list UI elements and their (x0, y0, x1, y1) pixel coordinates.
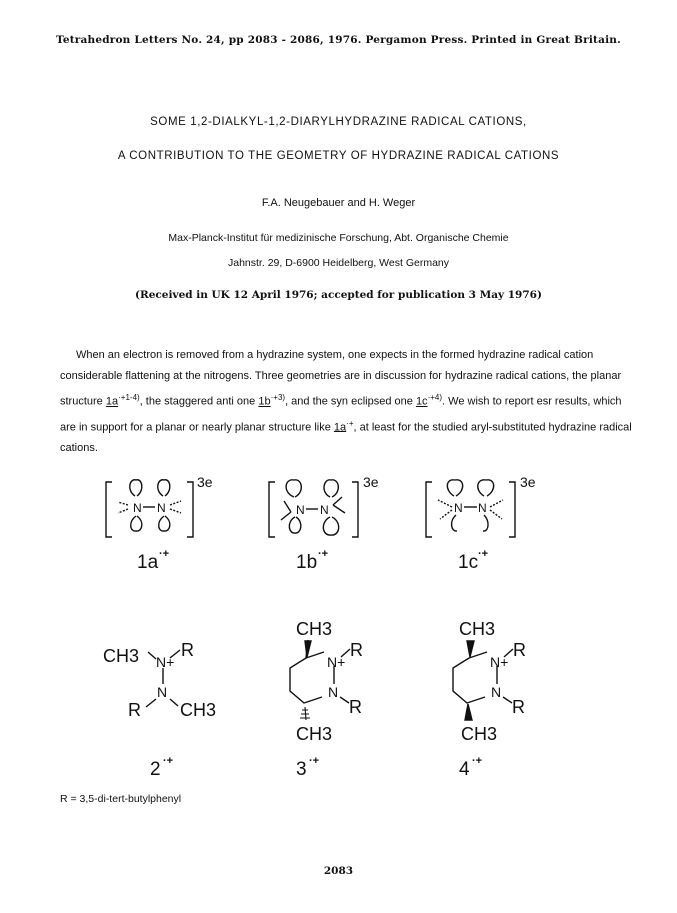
radical-cation-sign: ·+ (163, 755, 174, 767)
compound-ref-1c: 1c (415, 395, 428, 408)
radical-cation-sup: ·+ (118, 393, 126, 402)
compound-label-1a: 1a (137, 552, 159, 573)
p-orbital-lobe (483, 515, 488, 531)
structure-4 (453, 641, 513, 720)
received-dates: (Received in UK 12 April 1976; accepted for publication 3 May 1976) (135, 289, 542, 301)
radical-cation-sign: ·+ (309, 755, 320, 767)
p-orbital-lobe (131, 516, 142, 531)
atom-label-n-plus: N+ (490, 654, 509, 670)
substituent-ch3: CH3 (103, 646, 140, 666)
radical-cation-sup: ·+ (427, 393, 435, 402)
radical-cation-sign: ·+ (478, 548, 489, 560)
compound-label-1c: 1c (458, 552, 479, 573)
compound-label-4: 4 (459, 759, 470, 780)
p-orbital-lobe (447, 480, 462, 496)
bond (148, 652, 156, 659)
substituent-definition: R = 3,5-di-tert-butylphenyl (60, 793, 182, 805)
radical-cation-sign: ·+ (318, 548, 329, 560)
p-orbital-lobe (324, 480, 338, 497)
bracket-left (426, 482, 432, 537)
text-run: , and the syn eclipsed one (285, 395, 416, 408)
text-run: When an electron is removed from a hydrazine system, one expects in the formed hydrazine radical cation considerable flattening at the nitrogens. Three geometries are in discussion for hydrazine radical cations, the planar structure (60, 349, 622, 408)
bond (170, 699, 178, 706)
citation: 3) (277, 393, 286, 402)
structure-1c (426, 480, 515, 537)
substituent-ch3: CH3 (296, 619, 333, 639)
atom-label: N (478, 501, 487, 515)
hashed-wedge (300, 707, 310, 720)
compound-ref-1a: 1a (333, 421, 347, 434)
substituent-r: R (128, 700, 141, 720)
atom-label: N (454, 501, 463, 515)
compound-ref-1a: 1a (105, 395, 119, 408)
radical-cation-sign: ·+ (472, 755, 483, 767)
bracket-left (106, 482, 112, 537)
article-title-line-2: A CONTRIBUTION TO THE GEOMETRY OF HYDRAZINE RADICAL CATIONS (117, 150, 560, 162)
text-run: , at least for the studied aryl-substituted hydrazine radical cations. (60, 421, 632, 455)
atom-label-n-plus: N+ (156, 654, 175, 670)
authors: F.A. Neugebauer and H. Weger (261, 197, 416, 209)
atom-label: N (320, 503, 329, 517)
p-orbital-lobe (286, 480, 301, 497)
atom-label: N (133, 501, 142, 515)
substituent-r: R (513, 640, 526, 660)
substituent-r: R (512, 697, 525, 717)
page-number: 2083 (323, 865, 354, 877)
radical-cation-sign: ·+ (159, 548, 170, 560)
electron-count: 3e (520, 474, 536, 490)
substituent-r: R (349, 697, 362, 717)
compound-label-2: 2 (150, 759, 161, 780)
solid-wedge (465, 704, 472, 720)
bracket-right (352, 482, 358, 537)
p-orbital-lobe (158, 480, 170, 496)
structure-3 (290, 640, 350, 720)
p-orbital-lobe (130, 480, 142, 496)
electron-count: 3e (197, 474, 213, 490)
structure-1a (106, 480, 193, 537)
journal-header: Tetrahedron Letters No. 24, pp 2083 - 2086, 1976. Pergamon Press. Printed in Great Britain. (56, 34, 621, 46)
solid-wedge (467, 641, 474, 657)
text-run: , the staggered anti one (139, 395, 259, 408)
bond (146, 699, 156, 707)
affiliation-line-1: Max-Planck-Institut für medizinische Forschung, Abt. Organische Chemie (168, 232, 509, 244)
structure-1b (269, 480, 358, 537)
text-run: . We wish to report esr results, which are in support for a planar or nearly planar structure like (60, 395, 622, 434)
citation: 1-4) (125, 393, 140, 402)
compound-ref-1b: 1b (258, 395, 271, 408)
p-orbital-lobe (452, 515, 457, 531)
atom-label: N (328, 684, 339, 700)
substituent-ch3: CH3 (461, 724, 498, 744)
electron-count: 3e (363, 474, 379, 490)
bracket-left (269, 482, 275, 537)
affiliation-line-2: Jahnstr. 29, D-6900 Heidelberg, West Germany (228, 257, 449, 269)
bracket-right (509, 482, 515, 537)
substituent-ch3: CH3 (180, 700, 217, 720)
atom-label-n-plus: N+ (327, 654, 346, 670)
substituent-bonds (438, 500, 503, 519)
substituent-ch3: CH3 (459, 619, 496, 639)
p-orbital-lobe (323, 517, 338, 535)
atom-label: N (157, 684, 168, 700)
bracket-right (187, 482, 193, 537)
p-orbital-lobe (478, 480, 494, 496)
radical-cation-sup: ·+ (270, 393, 278, 402)
citation: 4) (434, 393, 443, 402)
substituent-r: R (350, 640, 363, 660)
compound-label-3: 3 (296, 759, 307, 780)
substituent-r: R (181, 640, 194, 660)
atom-label: N (157, 501, 166, 515)
atom-label: N (491, 684, 502, 700)
p-orbital-lobe (159, 516, 170, 531)
substituent-ch3: CH3 (296, 724, 333, 744)
article-title-line-1: SOME 1,2-DIALKYL-1,2-DIARYLHYDRAZINE RADICAL CATIONS, (150, 116, 527, 128)
radical-cation-sup: ·+ (346, 418, 354, 428)
compound-label-1b: 1b (296, 552, 318, 573)
ring-bonds (453, 652, 487, 703)
atom-label: N (296, 503, 305, 517)
p-orbital-lobe (289, 517, 301, 533)
